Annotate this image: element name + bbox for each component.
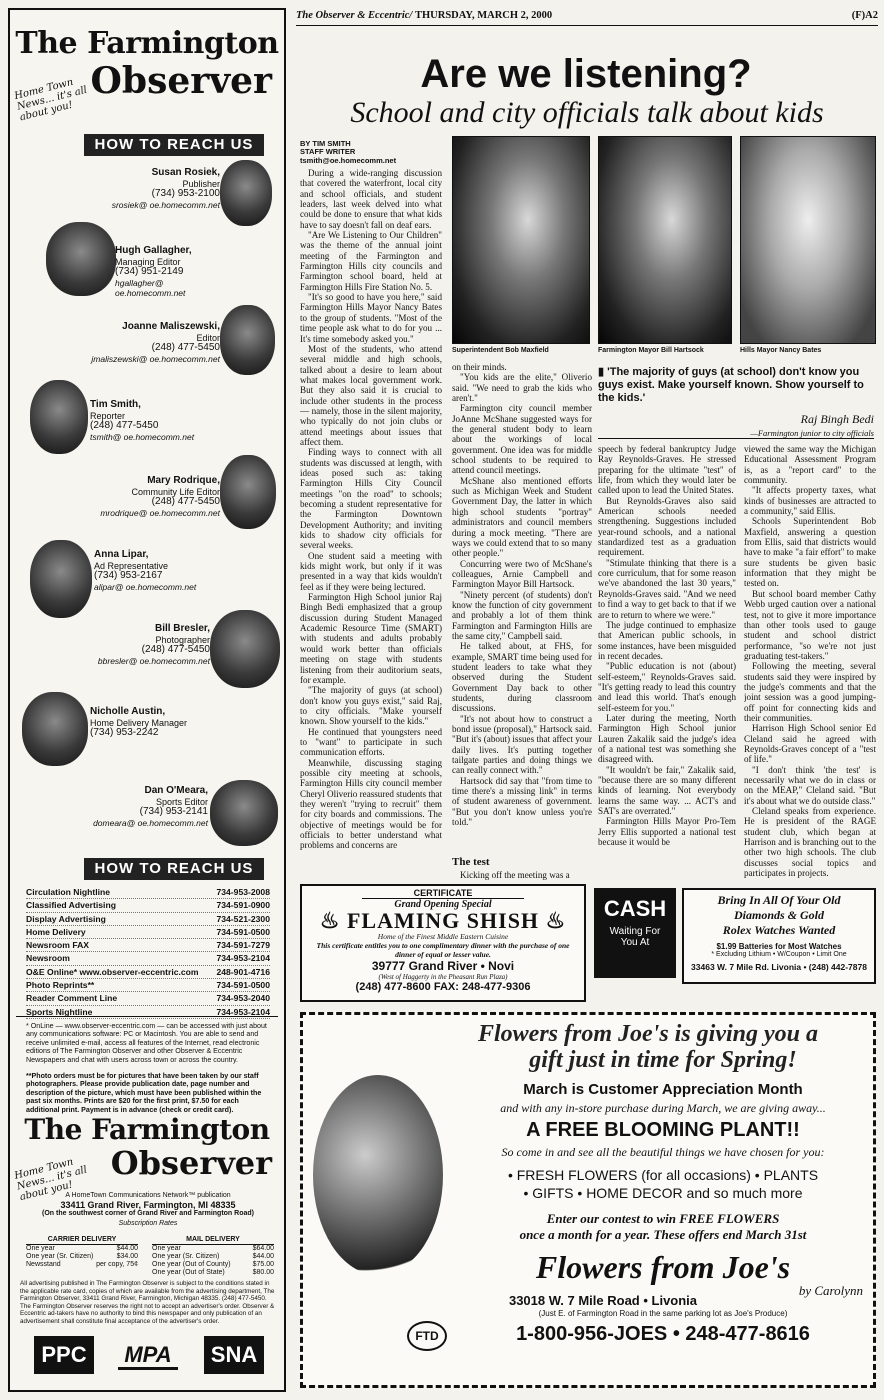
ad-shish-phones: (248) 477-8600 FAX: 248-477-9306: [355, 981, 531, 993]
staff-title: Managing Editor: [115, 256, 181, 267]
directory-phone[interactable]: 734-591-0500: [216, 926, 270, 937]
staff-entry-ad-rep: [94, 550, 214, 592]
subscription-heading: Subscription Rates: [118, 1220, 178, 1227]
rate-label: One year (Sr. Citizen): [152, 1253, 220, 1260]
directory-label: Classified Advertising: [26, 900, 116, 911]
staff-photo: [220, 455, 276, 529]
staff-title: Ad Representative: [94, 560, 169, 571]
paragraph: Finding ways to connect with all students was discussed at length, with ideas posed such as: taking Farmington Hills City Council meetings "on the road" to schools; becoming a student representative for the Farmington Downtown Development Authority; and inviting kids to shadow city officials for several weeks.: [300, 447, 442, 551]
paragraph: on their minds.: [452, 362, 507, 372]
ftd-logo: FTD: [407, 1321, 447, 1351]
staff-name: Mary Rodrique,: [147, 475, 220, 486]
ad-special: Grand Opening Special: [394, 899, 492, 910]
paragraph: Meanwhile, discussing staging possible city meeting at schools, Farmington Hills city council member Cheryl Oliverio reassured students that they weren't "trying to recruit" them for city boards and commissions. The objective of meetings would be for officials to better understand what problems and concerns are: [300, 757, 442, 851]
staff-name: Bill Bresler,: [154, 623, 210, 634]
directory-phone[interactable]: 734-591-7279: [216, 940, 270, 951]
pull-quote-text: 'The majority of guys (at school) don't know you guys exist. Make yourself known. Show yourself to the kids.': [598, 366, 864, 404]
directory-row: [26, 979, 270, 992]
paragraph: "Ninety percent (of students) don't know the function of city government and probably a lot of them think Farmington and Farmington Hills are the same city," Campbell said.: [452, 589, 592, 641]
staff-name: Nicholle Austin,: [90, 706, 166, 717]
staff-photo: [46, 222, 116, 296]
staff-entry-editor: [80, 322, 220, 364]
sna-logo: SNA: [204, 1336, 264, 1374]
dateline-paper: The Observer & Eccentric/: [296, 10, 413, 21]
directory-row: [26, 966, 270, 979]
paragraph: "It wouldn't be fair," Zakalik said, "because there are so many different kinds of learning. Not everybody learns the same way. ... ACT's and SAT's are overrated.": [598, 764, 736, 817]
ad-cert-label: CERTIFICATE: [362, 888, 524, 899]
masthead-tagline: Home Town News... it's all about you!: [13, 76, 89, 124]
staff-email[interactable]: alipar@ oe.homecomm.net: [94, 581, 197, 592]
how-to-reach-heading: HOW TO REACH US: [84, 134, 264, 156]
directory-row: [26, 992, 270, 1005]
ad-flowers-head-line: gift just in time for Spring!: [529, 1047, 797, 1073]
subhead-the-test: The test: [452, 856, 490, 868]
staff-photo: [22, 692, 88, 766]
paragraph: "I don't think 'the test' is necessarily what we do in class or on the MEAP," Cleland said. "But it's about what we do outside class.": [744, 764, 876, 806]
directory-phone[interactable]: 248-901-4716: [216, 966, 270, 977]
paragraph: One student said a meeting with kids might work, but only if it was presented in a way that kids wouldn't feel as if they were being lectured.: [300, 550, 442, 592]
ad-jewel-line: Diamonds & Gold: [733, 908, 824, 922]
byline-role: STAFF WRITER: [300, 147, 356, 157]
paragraph: Farmington Hills Mayor Pro-Tem Jerry Ellis supported a national test because it would be: [598, 816, 736, 848]
directory-row: [26, 952, 270, 965]
ad-jewel-fine: * Excluding Lithium • W/Coupon • Limit One: [711, 951, 847, 958]
rate-price: $34.00: [116, 1253, 138, 1260]
dateline-date: THURSDAY, MARCH 2, 2000: [414, 10, 553, 21]
staff-name: Tim Smith,: [90, 399, 141, 410]
mail-rates: [152, 1236, 274, 1277]
paragraph: "It's not about how to construct a bond issue (proposal)," Hartsock said. "But it's (about) issues that affect your daily lives. It's putting together tailgate parties and doing things we can really connect with.": [452, 713, 592, 776]
staff-entry-publisher: [70, 168, 220, 210]
byline-name: BY TIM SMITH: [300, 139, 351, 148]
directory-phone[interactable]: 734-953-2104: [216, 1006, 270, 1017]
paragraph: "Stimulate thinking that there is a core curriculum, that for some reason we've abandoned the last 30 years," Reynolds-Graves said. "And we need to find a way to get back to that if we are to return to where we were.": [598, 557, 736, 620]
page-number: (F)A2: [851, 10, 878, 21]
rate-price: $44.00: [252, 1253, 274, 1260]
directory-label: Circulation Nightline: [26, 887, 111, 897]
ad-shish-address: 39777 Grand River • Novi: [371, 959, 515, 973]
staff-title: Sports Editor: [155, 796, 208, 807]
photo-bates: [740, 136, 876, 344]
photo-reprint-note: **Photo orders must be for pictures that have been taken by our staff photographers. Please provide publication date, page number and description of the picture, which must have been published within the past six months. Prints are $20 for the first print, $7.50 for each additional print. Payment is in advance (check or credit card).: [26, 1072, 262, 1114]
ad-shish-offer: This certificate entitles you to one complimentary dinner with the purchase of one dinner of equal or lesser value.: [316, 941, 570, 959]
ad-shish-sub: Home of the Finest Middle Eastern Cuisine: [377, 932, 509, 941]
flower-bouquet-image: [313, 1075, 443, 1275]
rate-price: per copy, 75¢: [96, 1261, 138, 1268]
ad-flowers-sub2: and with any in-store purchase during March, we are giving away...: [500, 1101, 826, 1115]
quote-icon: ▮: [598, 366, 608, 378]
phone-directory: [26, 886, 270, 1019]
ad-shish-name: [302, 910, 584, 932]
ad-shish-title: FLAMING SHISH: [346, 908, 540, 933]
directory-label: O&E Online* www.observer-eccentric.com: [26, 966, 199, 977]
quote-attribution: Raj Bingh Bedi: [800, 412, 874, 426]
directory-row: [26, 939, 270, 952]
byline: [300, 140, 440, 165]
staff-phone: (734) 953-2242: [90, 727, 159, 738]
ad-shish-near: (West of Haggerty in the Pheasant Run Plaza): [378, 973, 508, 981]
paragraph: During a wide-ranging discussion that covered the waterfront, local city and school officials, and student leaders, last week delved into what could be done to ensure that what kids have to say doesn't fall on deaf ears.: [300, 168, 442, 230]
masthead-bottom-line2: Observer: [110, 1144, 272, 1182]
ad-flowers-brand: Flowers from Joe's: [535, 1249, 791, 1285]
ad-jewel-line: Rolex Watches Wanted: [722, 923, 836, 937]
directory-phone[interactable]: 734-591-0500: [216, 980, 270, 991]
ad-flowers-from-joes[interactable]: [300, 1012, 876, 1388]
paragraph: Farmington city council member JoAnne McShane suggested ways for the general student body to learn about the workings of local government. One idea was for middle school students to be required to attend council meetings.: [452, 403, 592, 476]
ad-flowers-by: by Carolynn: [798, 1283, 863, 1298]
staff-email[interactable]: hgallagher@ oe.homecomm.net: [115, 277, 186, 298]
directory-row: [26, 899, 270, 912]
flame-icon: ♨: [539, 908, 567, 933]
directory-label: Sports Nightline: [26, 1006, 93, 1017]
directory-phone[interactable]: 734-953-2008: [216, 887, 270, 897]
ad-cash-line: You At: [620, 937, 650, 948]
ad-flowers-address2: (Just E. of Farmington Road in the same parking lot as Joe's Produce): [538, 1309, 788, 1318]
staff-phone: (248) 477-5450: [141, 644, 210, 655]
staff-title: Community Life Editor: [131, 486, 220, 497]
headline: Are we listening?: [420, 52, 752, 96]
directory-phone[interactable]: 734-953-2040: [216, 993, 270, 1004]
staff-phone: (248) 477-5450: [90, 420, 159, 431]
masthead-line2: Observer: [90, 60, 272, 102]
directory-phone[interactable]: 734-591-0900: [216, 900, 270, 911]
paragraph: Most of the students, who attend several middle and high schools, talked about a desire to learn about what makes local government work. But they also said it is crucial to include other students in the process — namely, those in the silent majority, who typically do not join clubs or attend meetings about issues that affect them.: [300, 343, 442, 447]
rate-price: $64.00: [252, 1245, 274, 1252]
directory-label: Home Delivery: [26, 926, 86, 937]
address-line: A HomeTown Communications Network™ publication: [65, 1192, 231, 1199]
paragraph: viewed the same way the Michigan Educational Assessment Program is, as a "report card" to the community.: [744, 444, 876, 486]
address-line: (On the southwest corner of Grand River and Farmington Road): [42, 1210, 254, 1217]
paragraph: But Reynolds-Graves also said American schools needed strengthening. Suggestions included year-round schools, and a national standardized test as a graduation requirement.: [598, 495, 736, 558]
paragraph: He continued that youngsters need to "want" to participate in such communication efforts.: [300, 726, 442, 758]
legal-note: All advertising published in The Farmington Observer is subject to the conditions stated in the applicable rate card, copies of which are available from the advertising department, The Farmington Observer, 33411 Grand River, Farmington, Michigan 48335. (248) 477-5450. The Farmington Observer reserves the right not to accept an advertiser's order. Observer & Eccentric ad-takers have no authority to bind this newspaper and only publication of an advertisement shall constitute final acceptance of the advertiser's order.: [20, 1280, 275, 1325]
rate-label: One year: [26, 1245, 55, 1252]
paragraph: Concurring were two of McShane's colleagues, Arnie Campbell and Farmington Mayor Bill Hartsock.: [452, 558, 592, 590]
staff-name: Anna Lipar,: [94, 549, 149, 560]
staff-entry-community-life: [70, 476, 220, 518]
paragraph: "It affects property taxes, what kinds of businesses are attracted to a community," said Ellis.: [744, 485, 876, 517]
paragraph: Hartsock did say that "from time to time there's a missing link" in terms of student awareness of government. "But you don't know unless you're told.": [452, 775, 592, 828]
directory-row: [26, 926, 270, 939]
directory-row: [26, 886, 270, 899]
ad-cash-line: Waiting For: [609, 926, 661, 937]
photo-maxfield: [452, 136, 590, 344]
directory-label: Photo Reprints**: [26, 980, 95, 991]
rate-label: One year: [152, 1245, 181, 1252]
staff-photo: [210, 780, 278, 846]
article-column-4: [744, 444, 876, 884]
ad-flowers-items: • GIFTS • HOME DECOR and so much more: [523, 1185, 803, 1201]
article-column-2: [452, 362, 592, 858]
main-article-area: [296, 8, 878, 1392]
paragraph: speech by federal bankruptcy Judge Ray Reynolds-Graves. He stressed preparing for the ultimate "test" of life, from which they would later be called upon to lead the United States.: [598, 444, 736, 496]
rate-label: Newsstand: [26, 1261, 61, 1268]
staff-photo: [30, 540, 92, 618]
quote-attribution-title: —Farmington junior to city officials: [598, 428, 874, 439]
paragraph: Schools Superintendent Bob Maxfield, answering a question from Ellis, said that districts would have to make "a fair effort" to make sure students be given basic information that they might be tested on.: [744, 516, 876, 589]
staff-name: Dan O'Meara,: [144, 785, 208, 796]
staff-entry-sports: [70, 786, 208, 828]
ad-cash[interactable]: [594, 888, 676, 978]
ad-flowers-headline: [423, 1021, 873, 1073]
staff-entry-managing-editor: [115, 246, 235, 299]
staff-phone: (248) 477-5450: [151, 342, 220, 353]
article-column-3: [598, 444, 736, 884]
photo-caption: Farmington Mayor Bill Hartsock: [598, 347, 704, 354]
address-line: 33411 Grand River, Farmington, MI 48335: [60, 1200, 236, 1210]
ad-jewel-line: Bring In All Of Your Old: [717, 893, 841, 907]
mail-heading: MAIL DELIVERY: [152, 1236, 274, 1245]
ad-flowers-contest: once a month for a year. These offers end March 31st: [519, 1227, 807, 1242]
staff-photo: [220, 305, 275, 375]
paragraph: Following the meeting, several students said they were inspired by the judge's comments and that the joint session was a good jumping-off point for connecting kids and their communities.: [744, 661, 876, 723]
staff-photo: [30, 380, 88, 454]
staff-photo: [210, 610, 280, 688]
paragraph: Later during the meeting, North Farmington High School junior Lauren Zakalik said the judge's idea of a national test was something she disagreed with.: [598, 712, 736, 765]
publisher-address: [20, 1192, 276, 1228]
rate-price: $80.00: [252, 1269, 274, 1276]
directory-label: Display Advertising: [26, 913, 106, 924]
rate-label: One year (Sr. Citizen): [26, 1253, 94, 1260]
staff-phone: (248) 477-5450: [151, 496, 220, 507]
staff-name: Susan Rosiek,: [151, 167, 220, 178]
staff-photo: [220, 160, 272, 226]
masthead-bottom-line1: The Farmington: [24, 1113, 270, 1146]
paragraph: "Public education is not (about) self-esteem," Reynolds-Graves said. "It's getting ready to lead this country and lead this world. That's enough self-esteem for you.": [598, 661, 736, 713]
paragraph: "It's so good to have you here," said Farmington Hills Mayor Nancy Bates to the group of students. "Most of the time people ask what to do for you ... It's time somebody asked you.": [300, 292, 442, 344]
staff-entry-home-delivery: [90, 707, 230, 739]
staff-email[interactable]: jmaliszewski@ oe.homecomm.net: [91, 353, 220, 364]
ad-flowers-free: A FREE BLOOMING PLANT!!: [526, 1119, 800, 1141]
ad-cash-title: CASH: [603, 896, 667, 921]
staff-email[interactable]: domeara@ oe.homecomm.net: [93, 817, 208, 828]
rate-label: One year (Out of State): [152, 1269, 225, 1276]
ad-flowers-address: 33018 W. 7 Mile Road • Livonia: [508, 1293, 698, 1308]
paragraph: The judge continued to emphasize that American public schools, in some instances, have been misguided in recent decades.: [598, 619, 736, 661]
paragraph: Farmington High School junior Raj Bingh Bedi emphasized that a group discussion during Student Managed Academic Resource Time (SMART) with students and adults probably would work better than officials meeting on stage with students listening from their auditorium seats, for example.: [300, 592, 442, 685]
sidebar-panel: [8, 8, 286, 1392]
directory-phone[interactable]: 734-953-2104: [216, 953, 270, 964]
staff-title: Editor: [196, 332, 220, 343]
ad-jewel-address: 33463 W. 7 Mile Rd. Livonia • (248) 442-7878: [691, 962, 867, 972]
staff-email[interactable]: tsmith@ oe.homecomm.net: [90, 431, 195, 442]
ad-flowers-sub1: March is Customer Appreciation Month: [523, 1081, 803, 1098]
staff-name: Joanne Maliszewski,: [122, 321, 220, 332]
ad-flowers-come: So come in and see all the beautiful things we have chosen for you:: [501, 1145, 825, 1159]
staff-name: Hugh Gallagher,: [115, 245, 192, 256]
masthead-bottom-tagline: Home Town News... it's all about you!: [13, 1156, 89, 1204]
paragraph: He talked about, at FHS, for example, SMART time being used for student leaders to take what they observed during the Student Government Day back to other students, during classroom discussions.: [452, 641, 592, 714]
paragraph: But school board member Cathy Webb urged caution over a national test, not to give it more importance than other tools used to gauge student and school district performance, "so we're not just graduating test-takers.": [744, 588, 876, 661]
photo-hartsock: [598, 136, 732, 344]
staff-phone: (734) 951-2149: [115, 266, 184, 277]
photo-caption: Superintendent Bob Maxfield: [452, 347, 549, 354]
paragraph: "Are We Listening to Our Children" was the theme of the annual joint meeting of the Farmington and Farmington Hills city councils and Farmington school board, held at Farmington Hills Fire Station No. 5.: [300, 230, 442, 292]
carrier-rates: [26, 1236, 138, 1269]
subheadline: School and city officials talk about kids: [350, 96, 824, 129]
staff-title: Photographer: [155, 634, 210, 645]
rate-label: One year (Out of County): [152, 1261, 231, 1268]
directory-phone[interactable]: 734-521-2300: [216, 913, 270, 924]
dateline: [296, 8, 878, 26]
paragraph: Kicking off the meeting was a: [460, 870, 570, 880]
byline-email[interactable]: tsmith@oe.homecomm.net: [300, 155, 397, 165]
staff-entry-photographer: [70, 624, 210, 666]
ad-flowers-phones[interactable]: 1-800-956-JOES • 248-477-8616: [516, 1323, 810, 1345]
divider: [16, 1016, 278, 1017]
ad-flowers-items: • FRESH FLOWERS (for all occasions) • PLANTS: [507, 1167, 819, 1183]
how-to-reach-heading-2: HOW TO REACH US: [84, 858, 264, 880]
directory-row: [26, 913, 270, 926]
article-column-1: [300, 168, 442, 868]
ad-flowers-head-line: Flowers from Joe's is giving you a: [477, 1021, 819, 1047]
staff-phone: (734) 953-2167: [94, 570, 163, 581]
paragraph: Harrison High School senior Ed Cleland said he agreed with Reynolds-Graves concept of a "test of life.": [744, 723, 876, 765]
paragraph: "You kids are the elite," Oliverio said. "We need to grab the kids who aren't.": [452, 372, 592, 404]
online-note: * OnLine — www.observer-eccentric.com — can be accessed with just about any communications software: PC or Macintosh. You are able to send and receive unlimited e-mail, access all features of the Internet, read electronic editions of The Farmington Observer and other Observer & Eccentric Newspapers and chat with users across town or across the country.: [26, 1022, 267, 1064]
staff-title: Home Delivery Manager: [90, 717, 188, 728]
staff-email[interactable]: srosiek@ oe.homecomm.net: [111, 199, 220, 210]
rate-price: $44.00: [116, 1245, 138, 1252]
flame-icon: ♨: [319, 908, 347, 933]
ad-jewelry[interactable]: [682, 888, 876, 984]
staff-phone: (734) 953-2141: [139, 806, 208, 817]
staff-title: Reporter: [90, 410, 126, 421]
ppc-logo: PPC: [34, 1336, 94, 1374]
staff-title: Publisher: [182, 178, 220, 189]
ad-jewel-promo: $1.99 Batteries for Most Watches: [716, 942, 842, 951]
directory-label: Newsroom: [26, 953, 70, 964]
masthead-line1: The Farmington: [15, 26, 279, 61]
paragraph: Cleland speaks from experience. He is president of the RAGE student club, which began at Harrison and is branching out to the other two high schools. The club discusses social topics and participates in projects.: [744, 806, 876, 879]
directory-label: Newsroom FAX: [26, 940, 90, 951]
ad-flowers-contest: Enter our contest to win FREE FLOWERS: [546, 1211, 780, 1226]
ad-flaming-shish[interactable]: [300, 884, 586, 1002]
rate-price: $75.00: [252, 1261, 274, 1268]
photo-caption: Hills Mayor Nancy Bates: [740, 347, 822, 354]
carrier-heading: CARRIER DELIVERY: [26, 1236, 138, 1245]
staff-email[interactable]: bbresler@ oe.homecomm.net: [97, 655, 210, 666]
mpa-logo: MPA: [118, 1340, 178, 1370]
pull-quote: [598, 366, 876, 405]
paragraph: McShane also mentioned efforts such as Michigan Week and Student Government Day, the latter in which high school students "portray" administrators and council members during a mock meeting. "There are ways we could extend that to so many other people.": [452, 475, 592, 559]
directory-label: Reader Comment Line: [26, 993, 118, 1004]
staff-email[interactable]: mrodrique@ oe.homecomm.net: [100, 507, 220, 518]
staff-phone: (734) 953-2100: [151, 188, 220, 199]
paragraph: "The majority of guys (at school) don't know you guys exist," said Raj, to city officials. "Make yourself known. Show yourself to the kids.": [300, 685, 442, 727]
staff-entry-reporter: [90, 400, 210, 442]
article-column-2-tail: [452, 870, 592, 882]
